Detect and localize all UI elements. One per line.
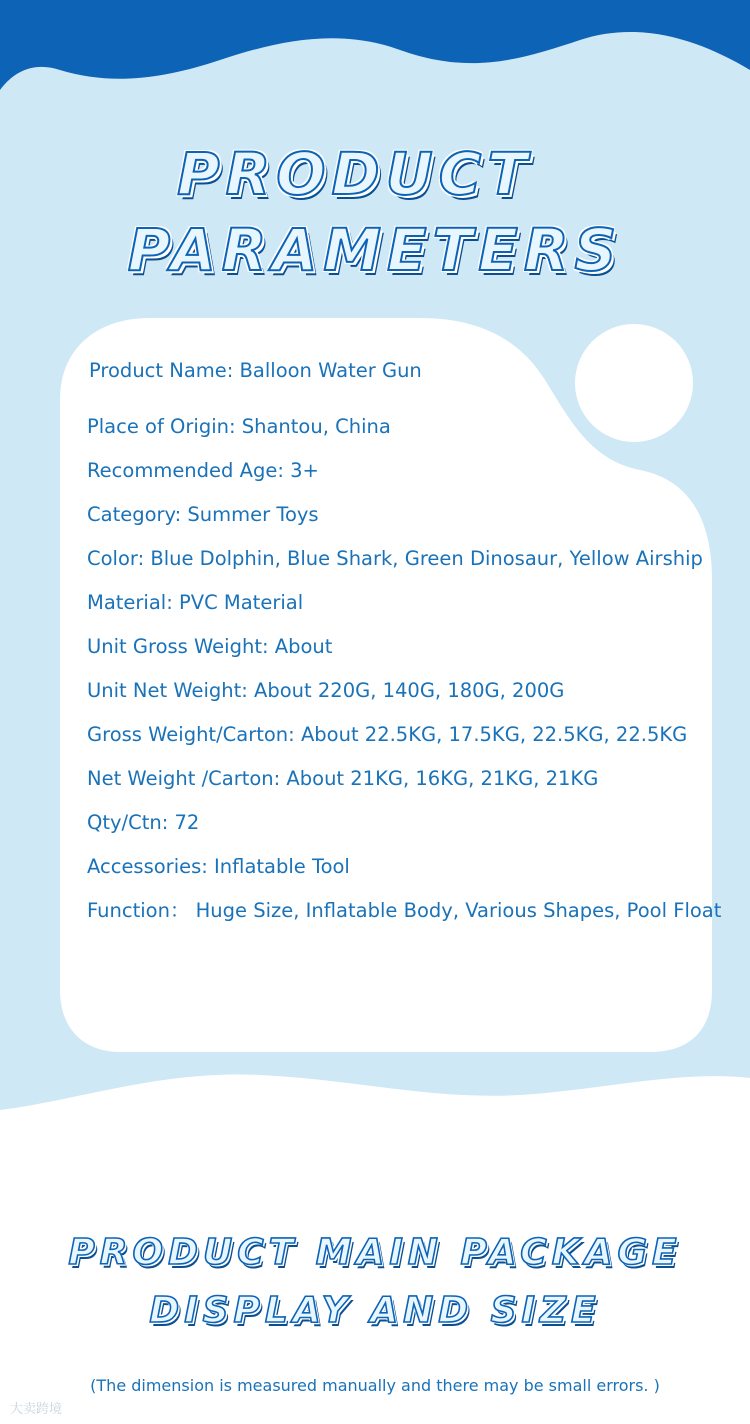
title-line-2: PARAMETERS xyxy=(127,216,623,284)
param-unit-gross-weight: Unit Gross Weight: About xyxy=(87,635,333,658)
param-place-of-origin: Place of Origin: Shantou, China xyxy=(87,415,391,438)
param-recommended-age: Recommended Age: 3+ xyxy=(87,459,319,482)
title-line-1: PRODUCT xyxy=(177,140,533,208)
param-product-name: Product Name: Balloon Water Gun xyxy=(89,359,422,382)
watermark: 大卖跨境 xyxy=(10,1402,63,1417)
package-display-title xyxy=(0,1226,750,1338)
param-accessories: Accessories: Inflatable Tool xyxy=(87,855,350,878)
measurement-note: (The dimension is measured manually and there may be small errors. ) xyxy=(90,1376,660,1395)
package-title-line-2: DISPLAY AND SIZE xyxy=(149,1290,601,1331)
param-unit-net-weight: Unit Net Weight: About 220G, 140G, 180G, 200G xyxy=(87,679,565,702)
param-net-weight-carton: Net Weight /Carton: About 21KG, 16KG, 21KG, 21KG xyxy=(87,767,599,790)
param-color: Color: Blue Dolphin, Blue Shark, Green Dinosaur, Yellow Airship xyxy=(87,547,703,570)
param-gross-weight-carton: Gross Weight/Carton: About 22.5KG, 17.5KG, 22.5KG, 22.5KG xyxy=(87,723,688,746)
param-function: Function： Huge Size, Inflatable Body, Various Shapes, Pool Float xyxy=(87,899,722,922)
product-parameters-title xyxy=(0,138,750,286)
param-category: Category: Summer Toys xyxy=(87,503,319,526)
parameter-list xyxy=(87,356,727,940)
param-material: Material: PVC Material xyxy=(87,591,304,614)
param-qty-ctn: Qty/Ctn: 72 xyxy=(87,811,200,834)
package-title-line-1: PRODUCT MAIN PACKAGE xyxy=(68,1232,682,1273)
